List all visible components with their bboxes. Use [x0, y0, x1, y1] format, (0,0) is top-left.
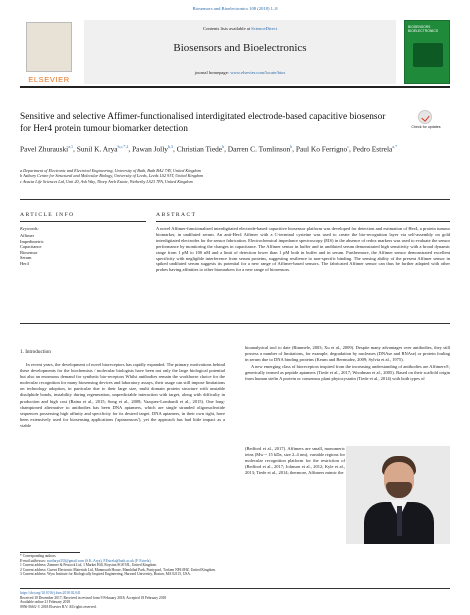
- divider: [20, 199, 450, 200]
- author-affiliation-marker[interactable]: b,c,*,2: [117, 144, 129, 149]
- affiliation: c Avacta Life Sciences Ltd, Unit 20, Ash Way, Thorp Arch Estate, Wetherby LS23 7FA, United Kingdom: [20, 178, 193, 184]
- address-note: 3 Current address: Wyss Institute for Biologically Inspired Engineering, Harvard University, Boston, MA 02115, USA.: [20, 572, 191, 577]
- author-affiliation-marker[interactable]: a,*: [392, 144, 398, 149]
- author-affiliation-marker[interactable]: b: [222, 144, 225, 149]
- homepage-prefix: journal homepage:: [194, 70, 231, 75]
- address-notes: [20, 563, 450, 577]
- keywords-label: Keywords:: [20, 226, 39, 231]
- paragraph: In recent years, the development of novel bioreceptors has rapidly expanded. The primary motivations behind these developments for the biochemists / molecular biologists have been not only the large biological potential but also an enormous demand for synthetic bio-receptors Whilst antibodies remain the workhorse choice for the molecular recognition for many biosensing devices and laboratory assays, their usage can still impose limitations on technology adoption, in particular due to their large size, multi domain protein structure with unstable disulphide bonds, instability during regeneration, unpredictable interaction with target, along with difficulty in production and high cost (Raina et al., 2015; Song et al., 2008; Vazquez-Lombardi et al., 2015). One long-championed alternative to antibodies has been DNA aptamers, which are single stranded oligonucleotide sequences possessing high affinity and specificity for its desired target. DNA aptamers, in their own right, have been extensively used for biosensing applications ('aptasensors'), yet the approach has had little impact as a viable: [20, 362, 225, 428]
- address-note: 2 Current address: Gwent Electronic Materials Ltd, Monmouth House, Mamhilad Park, Pontypool, Torfaen NP4 0HZ. United Kingdom.: [20, 567, 216, 572]
- author-affiliation-marker[interactable]: b: [290, 144, 293, 149]
- journal-cover[interactable]: [404, 20, 450, 84]
- journal-title: Biosensors and Bioelectronics: [173, 42, 307, 54]
- header-rule: [20, 86, 450, 88]
- affiliation: b Astbury Centre for Structural and Molecular Biology, University of Leeds, Leeds LS2 9JT, United Kingdom: [20, 173, 203, 179]
- elsevier-tree-icon: [26, 22, 72, 72]
- keyword: Serum: [20, 255, 32, 261]
- abstract-heading: ABSTRACT: [156, 212, 197, 218]
- body-column-right: [245, 345, 450, 383]
- photo-beard: [386, 482, 412, 498]
- keyword: Her4: [20, 260, 29, 266]
- section-heading: 1. Introduction: [20, 349, 51, 355]
- affiliations: [20, 168, 450, 184]
- abstract-text: A novel Affimer-functionalised interdigitated electrode-based capacitive biosensor platform was developed for detection and estimation of Her4, a protein tumour biomarker, in undiluted serum. An anti-Her4 Affimer with a C-terminal cysteine was used to create the bio-recognition layer via self-assembly on gold interdigitated electrodes for the sensor fabrication. Electrochemical impedance spectroscopy (EIS) in the absence of redox markers was used to evaluate the sensor performance by monitoring the changes in capacitance. The Affimer sensor in buffer and in undiluted serum demonstrated high sensitivity with a broad dynamic range from 1 pM to 100 nM and a limit of detection lower than 1 pM both in buffer and in serum. Furthermore, the Affimer sensor demonstrated excellent specificity with negligible interference from serum proteins, suggesting resilience to non-specific binding. The sensing ability of the present Affimer sensor in spiked undiluted serum suggests its potential for a new range of Affimer-based sensors. The fabricated Affimer sensor can thus be further adapted with other probes having affinities to other biomarkers for a new range of biosensors.: [156, 226, 450, 273]
- journal-masthead: [84, 20, 396, 84]
- address-note: 1 Current address: Zimmer & Peacock Ltd, 1 Market Hill, Royston SG8 9JL, United Kingdom.: [20, 563, 157, 568]
- journal-citation[interactable]: Biosensors and Bioelectronics 108 (2018) 1–8: [192, 6, 278, 11]
- homepage-line: [84, 70, 396, 75]
- author-name[interactable]: Darren C. Tomlinson: [227, 144, 291, 154]
- author-name[interactable]: Pawan Jolly: [132, 144, 168, 154]
- keyword: Capacitance: [20, 244, 42, 250]
- author-name[interactable]: Pedro Estrela: [352, 144, 393, 154]
- keyword: Impedimetric: [20, 238, 44, 244]
- footnotes: [20, 554, 450, 577]
- contents-prefix: Contents lists available at: [203, 26, 252, 31]
- author-name[interactable]: Christian Tiede: [176, 144, 223, 154]
- check-updates-label: Check for updates: [411, 125, 441, 129]
- cover-title: BIOSENSORS BIOELECTRONICS: [408, 25, 438, 33]
- photo-tie: [397, 506, 402, 536]
- check-for-updates-button[interactable]: [402, 110, 450, 134]
- author-name[interactable]: Sunil K. Arya: [76, 144, 118, 154]
- keywords-list: [20, 233, 140, 267]
- author-photo: [346, 446, 450, 544]
- homepage-link[interactable]: www.elsevier.com/locate/bios: [230, 70, 286, 75]
- keyword: Affimer: [20, 233, 35, 238]
- author-name[interactable]: Pavel Zhurauski: [20, 144, 69, 154]
- received-dates: Received 10 December 2017; Received in revised form 9 February 2018; Accepted 18 February 2018: [20, 595, 167, 600]
- elsevier-logo[interactable]: [20, 20, 78, 86]
- keyword: Biosensor: [20, 249, 38, 255]
- body-column-right-wrap: (Bedford et al., 2017). Affimers are small, monomeric teins (Mw ~ 15 kDa, size 2–4 nm), variable regions for molecular recognition platform for the restriction of (Bedford et al., 2017; Johnson et al., 2012; Kyle et al., 2013; Tiede et al., 2014; thermore, Affimers mimic the: [245, 446, 345, 476]
- author-affiliation-marker[interactable]: c: [347, 144, 349, 149]
- author-list: Pavel Zhurauski$^{a,1}$, Sunil K. Arya$^{b,c,*,2}$, Pawan Jolly$^{b,3}$, Christian Tiede$^b$, Darren C. Tomlinson$^b$, Paul Ko Ferrigno$^c$, Pedro Estrela$^{a,*}$: [20, 144, 398, 154]
- author-name[interactable]: Paul Ko Ferrigno: [295, 144, 348, 154]
- sciencedirect-link[interactable]: ScienceDirect: [251, 26, 277, 31]
- author-affiliation-marker[interactable]: b,3: [168, 144, 173, 149]
- online-date: Available online 21 February 2018: [20, 600, 71, 605]
- contents-line: [84, 26, 396, 31]
- publisher-name: ELSEVIER: [28, 75, 70, 84]
- email-links[interactable]: sunilarya333@gmail.com (S.K. Arya), P.Estrela@bath.ac.uk (P. Estrela).: [46, 558, 152, 563]
- article-title: Sensitive and selective Affimer-functionalised interdigitated electrode-based capacitive biosensor for Her4 protein tumour biomarker detection: [20, 112, 386, 134]
- check-updates-icon: [418, 110, 432, 124]
- article-footer: [20, 591, 450, 609]
- doi-link[interactable]: https://doi.org/10.1016/j.bios.2018.02.041: [20, 591, 81, 595]
- author-affiliation-marker[interactable]: a,1: [68, 144, 74, 149]
- cover-image: [413, 43, 443, 67]
- paragraph: bioanalytical tool to date (Rimmele, 2003; Xu et al., 2009). Despite many advantages over antibodies, they still possess a number of limitations, for example, degradation by nucleases (DNAse and RNAse) or protein fouling in serum due to DNA binding proteins (Keum and Bermudez, 2009; Sylvia et al., 1975).: [245, 345, 450, 363]
- body-column-left: [20, 362, 225, 429]
- email-label: E-mail addresses:: [20, 558, 47, 563]
- article-info-heading: ARTICLE INFO: [20, 212, 75, 218]
- corresponding-note: * Corresponding authors.: [20, 554, 57, 558]
- paragraph: A new emerging class of bioreceptors inspired from the increasing understanding of antibodies are Affimers®, generically termed as peptide aptamers (Tiede et al., 2017; Woodman et al., 2005). Based on their scaffold origin from human stefin A protein or consensus plant phytocystatin (Tiede et al., 2014) with both types of: [245, 364, 450, 382]
- affiliation: a Department of Electronic and Electrical Engineering, University of Bath, Bath BA2 7AY, United Kingdom: [20, 168, 201, 173]
- copyright: 0956-5663/ © 2018 Elsevier B.V. All rights reserved.: [20, 604, 97, 609]
